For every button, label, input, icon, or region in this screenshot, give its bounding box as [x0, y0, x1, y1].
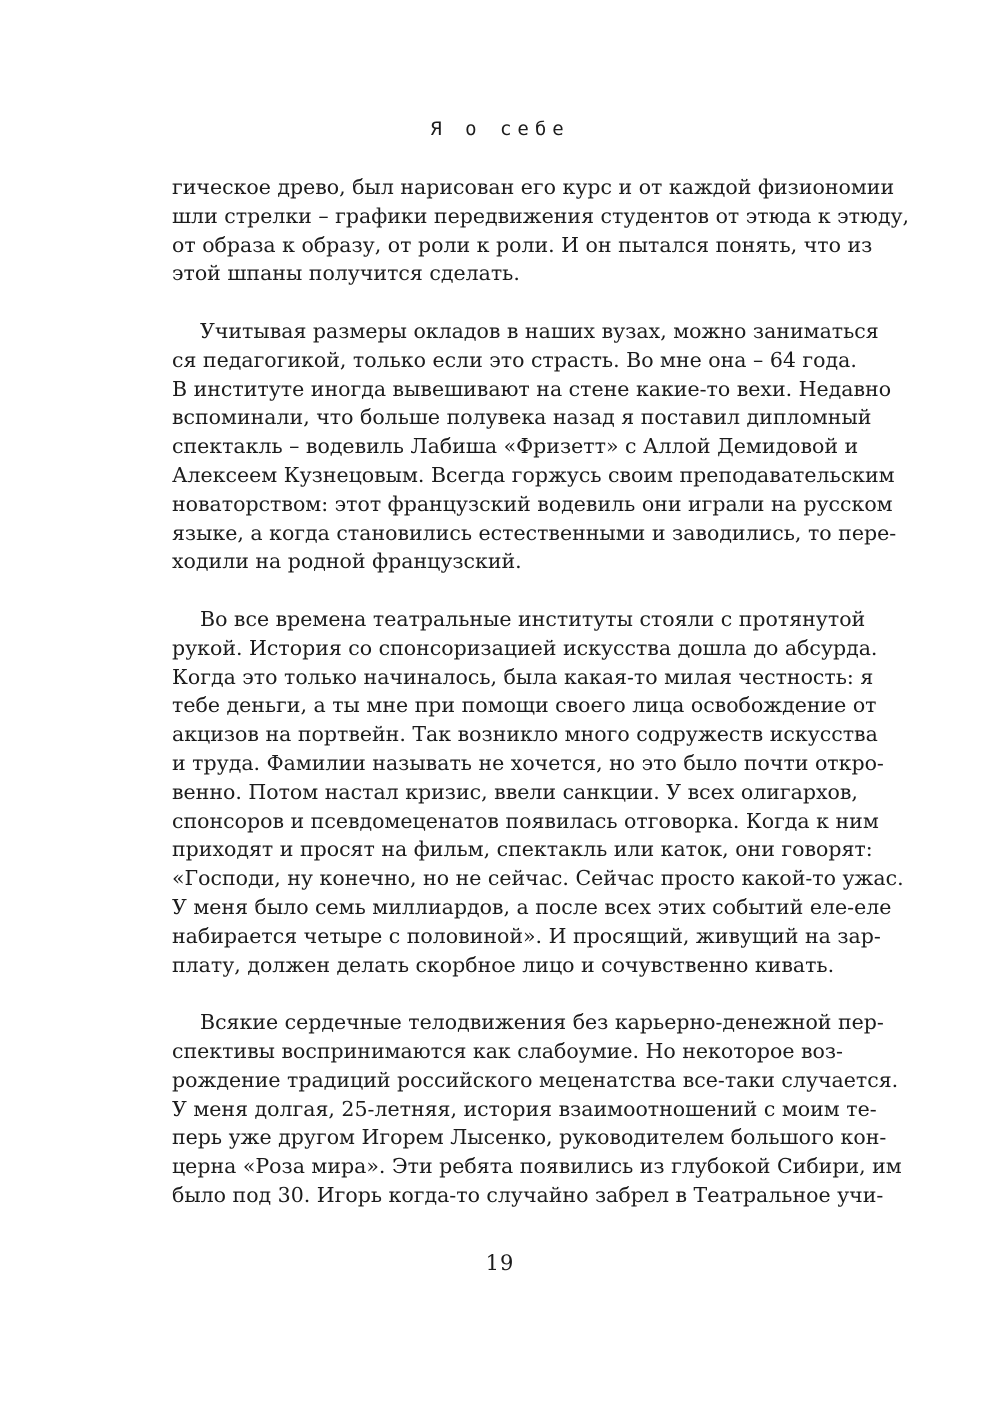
text-line: новаторством: этот французский водевиль они играли на русском [172, 491, 893, 516]
running-head: Я о себе [430, 118, 570, 140]
text-line: ся педагогикой, только если это страсть. Во мне она – 64 года. [172, 347, 857, 372]
text-line: В институте иногда вывешивают на стене какие-то вехи. Недавно [172, 376, 892, 401]
paragraph-3 [172, 605, 904, 979]
text-line: набирается четыре с половиной». И просящий, живущий на зар- [172, 923, 881, 948]
text-line: было под 30. Игорь когда-то случайно забрел в Театральное учи- [172, 1182, 884, 1207]
text-line: спектакль – водевиль Лабиша «Фризетт» с Аллой Демидовой и [172, 434, 859, 459]
text-line: спективы воспринимаются как слабоумие. Но некоторое воз- [172, 1038, 843, 1063]
paragraph-4 [172, 1008, 902, 1210]
text-line: тебе деньги, а ты мне при помощи своего лица освобождение от [172, 693, 877, 718]
text-line: вспоминали, что больше полувека назад я поставил дипломный [172, 405, 872, 430]
text-line: приходят и просят на фильм, спектакль или каток, они говорят: [172, 837, 873, 862]
paragraph-2 [172, 317, 897, 576]
text-line: от образа к образу, от роли к роли. И он пытался понять, что из [172, 232, 873, 257]
text-line: «Господи, ну конечно, но не сейчас. Сейчас просто какой-то ужас. [172, 866, 904, 891]
text-line: ходили на родной французский. [172, 549, 522, 574]
text-line: этой шпаны получится сделать. [172, 261, 520, 286]
body-text [172, 173, 910, 1210]
text-line: плату, должен делать скорбное лицо и сочувственно кивать. [172, 952, 835, 977]
text-line: венно. Потом настал кризис, ввели санкции. У всех олигархов, [172, 779, 858, 804]
text-line: Алексеем Кузнецовым. Всегда горжусь своим преподавательским [172, 462, 895, 487]
text-line: шли стрелки – графики передвижения студентов от этюда к этюду, [172, 203, 910, 228]
text-line: спонсоров и псевдомеценатов появилась отговорка. Когда к ним [172, 808, 879, 833]
text-line: и труда. Фамилии называть не хочется, но это было почти откро- [172, 750, 884, 775]
text-line: Всякие сердечные телодвижения без карьерно-денежной пер- [200, 1010, 884, 1035]
text-line: Во все времена театральные институты стояли с протянутой [200, 606, 866, 631]
text-line: рукой. История со спонсоризацией искусства дошла до абсурда. [172, 635, 878, 660]
text-line: перь уже другом Игорем Лысенко, руководителем большого кон- [172, 1125, 887, 1150]
paragraph-1 [172, 173, 910, 288]
text-line: Учитывая размеры окладов в наших вузах, можно заниматься [200, 318, 879, 343]
text-line: языке, а когда становились естественными и заводились, то пере- [172, 520, 897, 545]
text-line: рождение традиций российского меценатства все-таки случается. [172, 1067, 899, 1092]
text-line: церна «Роза мира». Эти ребята появились из глубокой Сибири, им [172, 1154, 902, 1179]
text-line: акцизов на портвейн. Так возникло много содружеств искусства [172, 722, 878, 747]
text-line: У меня было семь миллиардов, а после всех этих событий еле-еле [172, 894, 892, 919]
text-line: У меня долгая, 25-летняя, история взаимоотношений с моим те- [172, 1096, 877, 1121]
text-line: Когда это только начиналось, была какая-то милая честность: я [172, 664, 874, 689]
text-line: гическое древо, был нарисован его курс и от каждой физиономии [172, 175, 895, 199]
page-number: 19 [485, 1251, 515, 1275]
